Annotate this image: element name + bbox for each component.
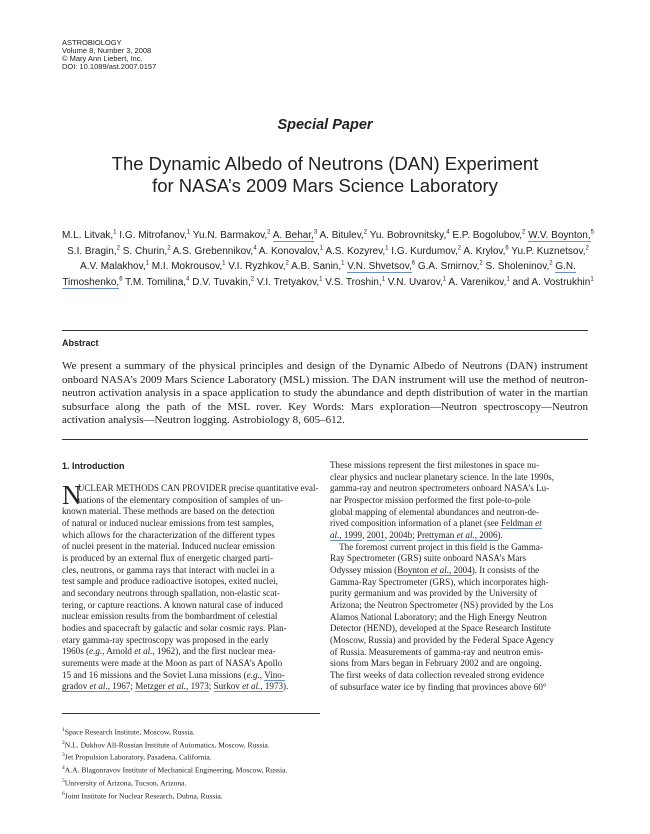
text-line xyxy=(330,647,588,659)
author-name: V.I. Tretyakov, xyxy=(256,276,320,288)
affiliation-marker: 6 xyxy=(411,261,416,268)
author xyxy=(257,277,323,288)
author-name: A. Konovalov, xyxy=(258,245,320,257)
citation-link[interactable]: , 2004 xyxy=(449,565,472,576)
author-name: V.I. Ryzhkov, xyxy=(228,261,286,273)
affiliation-marker: 1 xyxy=(319,245,324,252)
text-line xyxy=(330,495,588,507)
citation-link[interactable]: , 1967 xyxy=(107,681,131,692)
affiliation-marker: 3 xyxy=(313,230,318,236)
author-name: M.I. Mokrousov, xyxy=(151,261,223,273)
text-span: nuclear emission results from the bombardment of celestial xyxy=(62,611,278,622)
text-line xyxy=(62,600,320,612)
author[interactable] xyxy=(528,230,594,241)
affiliation-marker: 2 xyxy=(522,230,526,236)
text-span: of natural or induced nuclear emissions from test samples, xyxy=(62,518,274,529)
body-column-right xyxy=(330,460,588,693)
footnote-number: 2 xyxy=(62,739,65,746)
footnote xyxy=(62,776,287,789)
text-line xyxy=(62,530,320,542)
citation-link[interactable]: Surkov xyxy=(213,681,243,692)
author xyxy=(512,277,593,288)
section-label: Special Paper xyxy=(277,117,373,133)
journal-name: ASTROBIOLOGY xyxy=(62,38,122,47)
author xyxy=(511,246,588,257)
author xyxy=(291,261,344,272)
author xyxy=(486,261,553,272)
footnote-number: 3 xyxy=(62,752,65,759)
author xyxy=(448,277,509,288)
text-line xyxy=(62,495,320,507)
text-span: , xyxy=(362,530,367,541)
text-span: 15 and 16 missions and the Soviet Luna missions ( xyxy=(62,669,247,680)
author xyxy=(391,246,461,257)
divider xyxy=(62,330,588,331)
affiliation-marker: 4 xyxy=(253,245,257,252)
footnote-number: 4 xyxy=(62,765,65,772)
text-span: Ray Spectrometer (GRS) suite onboard NASA’s Mars xyxy=(330,553,526,564)
text-span: precise quantitative eval- xyxy=(226,483,319,493)
text-line xyxy=(62,506,320,518)
affiliation-marker: 1 xyxy=(506,276,510,283)
text-line xyxy=(62,588,320,600)
title-line-2: for NASA’s 2009 Mars Science Laboratory xyxy=(152,175,498,196)
text-span: nar Prospector mission performed the first pole-to-pole xyxy=(330,495,531,506)
author-name: W.V. Boynton, xyxy=(528,230,591,242)
affiliation-marker: 6 xyxy=(505,245,509,252)
text-line xyxy=(62,565,320,577)
author xyxy=(192,277,254,288)
affiliation-marker: 5 xyxy=(590,230,594,236)
text-line xyxy=(62,483,320,495)
author xyxy=(325,246,388,257)
text-line xyxy=(330,542,588,554)
text-span: rived composition information of a planet (see xyxy=(330,518,501,529)
author-name: D.V. Tuvakin, xyxy=(192,276,251,288)
citation-link[interactable]: et xyxy=(535,518,542,529)
author-name: A.S. Kozyrev, xyxy=(325,245,386,257)
author xyxy=(452,230,525,241)
author-name: A.S. Grebennikov, xyxy=(172,245,254,257)
author-name: V.S. Troshin, xyxy=(325,276,382,288)
author-name: S.I. Bragin, xyxy=(67,245,117,257)
citation-link[interactable]: gradov xyxy=(62,681,90,692)
affiliation-marker: 2 xyxy=(549,261,553,268)
author xyxy=(173,246,257,257)
author[interactable] xyxy=(273,230,317,241)
author xyxy=(463,246,508,257)
author xyxy=(319,230,367,241)
author xyxy=(62,230,116,241)
affiliation-marker: 1 xyxy=(145,261,149,268)
text-line xyxy=(330,577,588,589)
author-name: Yu.N. Barmakov, xyxy=(192,230,268,242)
citation-link[interactable]: et al. xyxy=(89,681,108,692)
author xyxy=(259,246,323,257)
footnote-number: 5 xyxy=(62,777,65,784)
author-name: M.L. Litvak, xyxy=(62,230,114,242)
text-span: et al. xyxy=(134,646,153,657)
text-span: Alamos National Laboratory; and the High Energy Neutron xyxy=(330,611,547,622)
divider xyxy=(62,439,588,440)
text-span: Arizona; the Neutron Spectrometer (NS) provided by the Los xyxy=(330,600,554,611)
author-name: S. Churin, xyxy=(122,245,168,257)
citation-link[interactable]: Prettyman xyxy=(416,530,457,541)
footnote xyxy=(62,725,287,738)
affiliation-marker: 1 xyxy=(442,276,447,283)
citation-link[interactable]: 2004b xyxy=(389,530,413,541)
citation-link[interactable]: et al. xyxy=(456,530,475,541)
text-span: , xyxy=(384,530,390,541)
text-line xyxy=(330,565,588,577)
text-line xyxy=(62,541,320,553)
copyright: © Mary Ann Liebert, Inc. xyxy=(62,54,143,63)
text-span: sions from Mars began in February 2002 and are ongoing. xyxy=(330,658,542,669)
text-line xyxy=(330,612,588,624)
author xyxy=(125,277,189,288)
affiliation-marker: 1 xyxy=(341,261,345,268)
footnote-number: 1 xyxy=(62,727,65,733)
text-line xyxy=(330,682,588,694)
author-name: I.G. Kurdumov, xyxy=(391,245,458,257)
text-line xyxy=(330,460,588,472)
text-span: global mapping of elemental abundances and neutron-de- xyxy=(330,506,540,517)
text-span: Gamma-Ray Spectrometer (GRS), which incorporates high- xyxy=(330,576,549,587)
citation-link[interactable]: Feldman xyxy=(500,518,536,529)
text-line xyxy=(62,646,320,658)
author-name: Yu.P. Kuznetsov, xyxy=(511,245,586,257)
text-line xyxy=(62,553,320,565)
citation-link[interactable]: 2001 xyxy=(366,530,385,541)
text-span: e.g. xyxy=(246,669,260,680)
affiliation-marker: 2 xyxy=(585,245,589,252)
footnote xyxy=(62,789,287,802)
text-line xyxy=(62,635,320,647)
footnote-number: 6 xyxy=(62,790,65,797)
affiliation-marker: 2 xyxy=(267,230,271,236)
author-name: V.N. Shvetsov, xyxy=(347,261,412,273)
text-span: of Russia. Measurements of gamma-ray and neutron emis- xyxy=(330,646,544,657)
citation-link[interactable]: , 1999 xyxy=(339,530,363,541)
text-line xyxy=(330,518,588,530)
author-name: A.V. Malakhov, xyxy=(80,261,146,273)
author xyxy=(370,230,450,241)
text-line xyxy=(330,507,588,519)
drop-cap: N xyxy=(62,480,82,510)
text-line xyxy=(330,658,588,670)
affiliation-marker: 1 xyxy=(385,245,389,252)
title-line-1: The Dynamic Albedo of Neutrons (DAN) Experiment xyxy=(111,153,539,174)
author xyxy=(193,230,271,241)
author xyxy=(388,277,446,288)
text-span: bodies and spacecraft by galactic and solar cosmic rays. Plan- xyxy=(62,623,287,634)
citation-link[interactable]: al. xyxy=(330,530,340,541)
text-span: of subsurface water ice by finding that provinces above 60° xyxy=(330,681,547,692)
affiliation-marker: 1 xyxy=(381,276,385,283)
author[interactable] xyxy=(347,261,415,272)
footnote-text: N.L. Dukhov All-Russian Institute of Automatics, Moscow, Russia. xyxy=(64,740,270,750)
text-span: ; xyxy=(130,681,136,692)
text-line xyxy=(330,530,588,542)
affiliation-marker: 4 xyxy=(186,276,190,283)
text-span: and secondary neutrons through spallation, non-elastic scat- xyxy=(62,588,280,599)
author-name: Yu. Bobrovnitsky, xyxy=(369,230,447,242)
citation-link[interactable]: Boynton xyxy=(397,565,431,576)
citation-link[interactable]: , 2006 xyxy=(474,530,498,541)
author-name: A.B. Sanin, xyxy=(291,261,342,273)
author-list xyxy=(58,227,598,289)
author xyxy=(80,261,149,272)
author-name: G.A. Smirnov, xyxy=(417,261,480,273)
text-line xyxy=(330,553,588,565)
text-span: ). It consists of the xyxy=(471,565,540,576)
affiliation-marker: 2 xyxy=(285,261,289,268)
author xyxy=(325,277,385,288)
text-span: ; xyxy=(412,530,417,541)
author-name: V.N. Uvarov, xyxy=(387,276,443,288)
text-line xyxy=(330,623,588,635)
text-span: , 1962), and the first nuclear mea- xyxy=(152,646,276,657)
footnote xyxy=(62,763,287,776)
text-span: surements were made at the Moon as part of NASA’s Apollo xyxy=(62,658,283,669)
text-span: ). xyxy=(283,681,289,692)
text-line xyxy=(62,623,320,635)
footnote-text: University of Arizona, Tucson, Arizona. xyxy=(64,778,187,788)
text-span: of nuclei present in the material. Induced nuclear emission xyxy=(62,541,275,552)
citation-link[interactable]: et al. xyxy=(430,565,449,576)
author xyxy=(123,246,171,257)
affiliation-marker: 2 xyxy=(363,230,368,236)
affiliation-marker: 2 xyxy=(479,261,483,268)
affiliation-footnotes xyxy=(62,725,287,801)
author-name: E.P. Bogolubov, xyxy=(452,230,523,242)
volume-info: Volume 8, Number 3, 2008 xyxy=(62,46,152,55)
affiliation-marker: 2 xyxy=(116,245,120,252)
affiliation-marker: 1 xyxy=(186,230,191,236)
author-name: A. Behar, xyxy=(272,230,314,242)
text-span: ). xyxy=(497,530,503,541)
footnote-rule xyxy=(62,713,320,714)
text-span: Odyssey mission ( xyxy=(330,565,398,576)
text-line xyxy=(330,472,588,484)
text-span: test sample and produce radioactive isotopes, exited nuclei, xyxy=(62,576,278,587)
affiliation-marker: 1 xyxy=(590,276,594,283)
text-span: etary gamma-ray spectroscopy was proposed in the early xyxy=(62,634,269,645)
text-line xyxy=(62,670,320,682)
text-line xyxy=(330,635,588,647)
text-line xyxy=(330,483,588,495)
text-span: e.g. xyxy=(89,646,103,657)
footnote-text: Jet Propulsion Laboratory, Pasadena, California. xyxy=(64,753,212,762)
footnote-text: A.A. Blagonravov Institute of Mechanical Engineering, Moscow, Russia. xyxy=(64,765,288,775)
text-span: gamma-ray and neutron spectrometers onboard NASA’s Lu- xyxy=(330,483,550,494)
author xyxy=(228,261,289,272)
author xyxy=(418,261,483,272)
author-name: I.G. Mitrofanov, xyxy=(119,230,187,242)
author xyxy=(119,230,190,241)
text-line xyxy=(62,518,320,530)
text-span: clear physics and nuclear planetary science. In the late 1990s, xyxy=(330,471,554,482)
paper-title xyxy=(40,153,610,197)
text-span: These missions represent the first milestones in space nu- xyxy=(330,460,540,470)
text-line xyxy=(62,576,320,588)
text-line xyxy=(330,588,588,600)
text-span: which allows for the characterization of the different types xyxy=(62,529,275,540)
text-span: tering, or capture reactions. A known natural case of induced xyxy=(62,599,283,610)
text-line xyxy=(330,600,588,612)
author-name: A. Krylov, xyxy=(463,245,506,257)
affiliation-marker: 6 xyxy=(119,276,123,283)
text-span: Detector (HEND), developed at the Space Research Institute xyxy=(330,623,551,634)
text-span: purity germanium and was provided by the University of xyxy=(330,588,538,599)
citation-link[interactable]: et al. xyxy=(242,681,261,692)
author-name: G.N. Timoshenko, xyxy=(62,261,576,288)
footnote xyxy=(62,750,287,763)
affiliation-marker: 2 xyxy=(167,245,171,252)
citation-link[interactable]: Vino- xyxy=(264,669,285,680)
author-name: and A. Vostrukhin xyxy=(512,276,591,288)
body-column-left xyxy=(62,480,320,693)
text-line xyxy=(62,681,320,693)
journal-header xyxy=(62,39,156,71)
text-span: cles, neutrons, or gamma rays that interact with nuclei in a xyxy=(62,564,275,575)
text-line xyxy=(62,658,320,670)
text-line xyxy=(62,611,320,623)
author-name: T.M. Tomilina, xyxy=(125,276,187,288)
section-heading: 1. Introduction xyxy=(62,461,125,471)
affiliation-marker: 4 xyxy=(446,230,450,236)
text-span: 1960s ( xyxy=(62,646,90,657)
affiliation-marker: 2 xyxy=(250,276,255,283)
citation-link[interactable]: , 1973 xyxy=(186,681,209,692)
footnote xyxy=(62,738,287,751)
text-span: , Arnold xyxy=(102,646,135,657)
text-line xyxy=(330,670,588,682)
citation-link[interactable]: et al. xyxy=(167,681,187,692)
author xyxy=(67,246,120,257)
footnote-text: Space Research Institute, Moscow, Russia. xyxy=(64,727,195,737)
text-span: UCLEAR METHODS CAN PROVIDER xyxy=(78,483,227,493)
citation-link[interactable]: Metzger xyxy=(135,681,168,692)
author-name: A. Varenikov, xyxy=(448,276,507,288)
text-span: ; xyxy=(208,681,214,692)
footnote-text: Joint Institute for Nuclear Research, Dubna, Russia. xyxy=(64,791,223,801)
affiliation-marker: 1 xyxy=(222,261,226,268)
author xyxy=(152,261,226,272)
text-span: is produced by an external flux of energetic charged parti- xyxy=(62,553,274,564)
doi: DOI: 10.1089/ast.2007.0157 xyxy=(62,62,157,71)
citation-link[interactable]: , 1973 xyxy=(260,681,284,692)
affiliation-marker: 1 xyxy=(113,230,117,236)
text-span: , xyxy=(259,669,265,680)
author-name: S. Sholeninov, xyxy=(485,261,550,273)
text-span: (Moscow, Russia) and provided by the Federal Space Agency xyxy=(330,635,554,646)
text-span: uations of the elementary composition of samples of un- xyxy=(78,494,284,505)
abstract-text: We present a summary of the physical principles and design of the Dynamic Albedo of Neutrons (DAN) instrument onboard NASA’s 2009 Mars Science Laboratory (MSL) mission. The DAN instrument will use the method of neutron-neutron activation analysis in a space application to study the abundance and depth distribution of water in the martian subsurface along the path of the MSL rover. Key Words: Mars exploration—Neutron spectroscopy—Neutron activation analysis—Neutron logging. Astrobiology 8, 605–612. xyxy=(62,360,588,426)
text-span: The first weeks of data collection revealed strong evidence xyxy=(330,670,545,681)
text-span: The foremost current project in this field is the Gamma- xyxy=(330,541,543,552)
text-span: known material. These methods are based on the detection xyxy=(62,506,275,517)
affiliation-marker: 2 xyxy=(457,245,462,252)
author-name: A. Bitulev, xyxy=(319,230,364,242)
abstract-heading: Abstract xyxy=(62,338,99,348)
affiliation-marker: 1 xyxy=(319,276,323,283)
